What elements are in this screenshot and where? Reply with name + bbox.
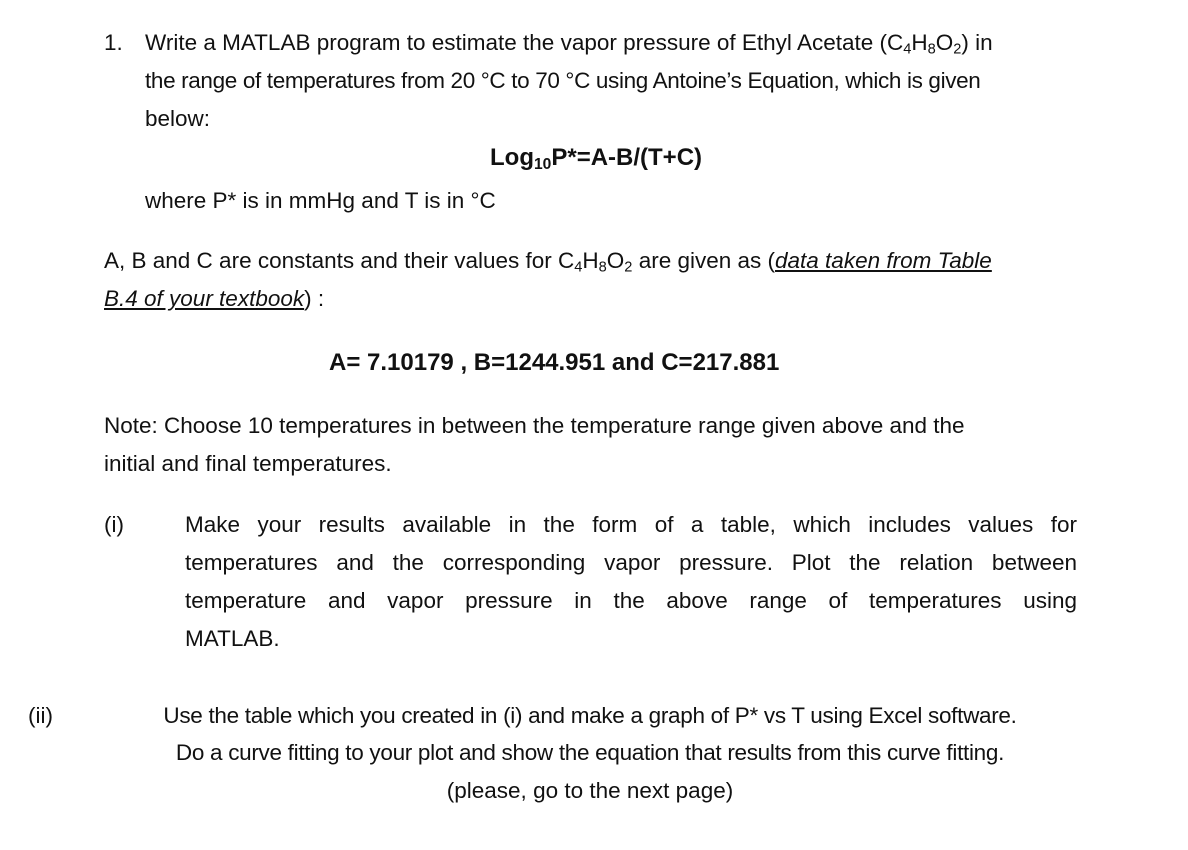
formula-sub-4: 4 [903,41,912,58]
textbook-reference-link[interactable]: data taken from Table [775,248,992,273]
part-ii-line-1: Use the table which you created in (i) and make a graph of P* vs T using Excel software. [163,703,1017,728]
part-i-line-1: Make your results available in the form of a table, which includes values for [185,512,1077,537]
part-ii-label: (ii) [28,703,53,728]
part-i-line-4: MATLAB. [185,626,280,651]
part-i-label: (i) [104,512,124,537]
note-line-1: Note: Choose 10 temperatures in between the temperature range given above and the [104,413,965,438]
units-note: where P* is in mmHg and T is in °C [145,188,496,213]
intro-line-3: below: [145,106,211,131]
note-line-2: initial and final temperatures. [104,451,392,476]
question-number: 1. [104,30,123,55]
antoine-equation: Log$_{10}$P*=A-B/(T+C) [490,144,703,173]
part-ii-line-2: Do a curve fitting to your plot and show the equation that results from this curve fitting. [175,740,1005,765]
next-page-note: (please, go to the next page) [446,778,734,803]
equation-subscript: 10 [533,155,552,173]
intro-line-1: Write a MATLAB program to estimate the vapor pressure of Ethyl Acetate $(C_4H_8O_2)$ in [145,30,993,58]
part-i-line-3: temperature and vapor pressure in the above range of temperatures using [185,588,1077,613]
constants-values: A= 7.10179 , B=1244.951 and C=217.881 [329,349,780,376]
formula-sub-8: 8 [927,41,936,58]
constants-intro-line-2: B.4 of your textbook) : [104,286,325,311]
intro-line-2: the range of temperatures from 20 °C to 70 °C using Antoine’s Equation, which is given [145,68,981,93]
part-i-line-2: temperatures and the corresponding vapor pressure. Plot the relation between [185,550,1077,575]
constants-intro-line-1: A, B and C are constants and their values for $C_4H_8O_2$ are given as (data taken from Table [104,248,992,276]
formula-sub-2: 2 [953,41,962,58]
textbook-reference-link-cont[interactable]: B.4 of your textbook [104,286,305,311]
